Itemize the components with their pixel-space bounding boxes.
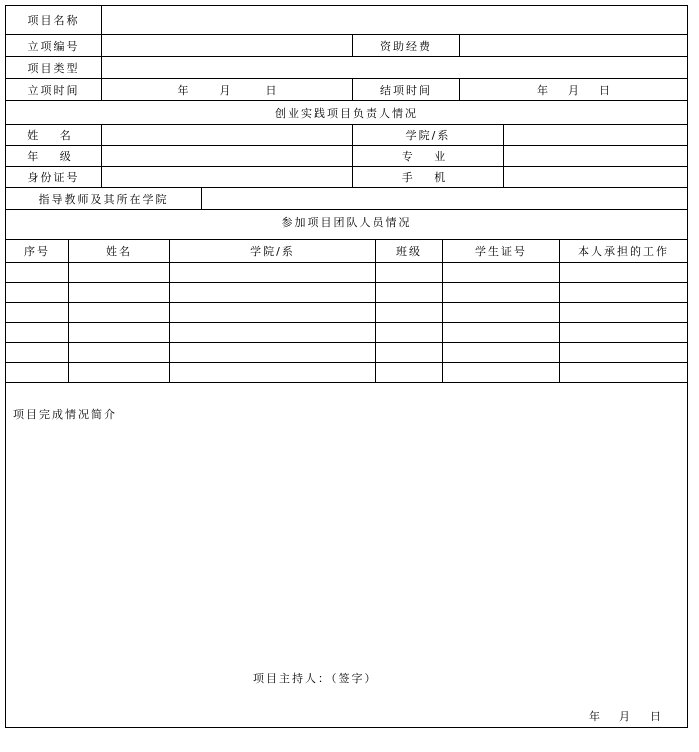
team-table-cell[interactable] [560,323,687,343]
leader-name-field[interactable] [102,125,353,146]
end-time-field[interactable]: 年 月 日 [460,79,687,101]
leader-college-label: 学院/系 [353,125,504,146]
advisor-label: 指导教师及其所在学院 [6,188,202,210]
team-section-title: 参加项目团队人员情况 [6,210,687,240]
leader-major-field[interactable] [504,146,687,167]
team-table-cell[interactable] [69,343,170,363]
team-table-cell[interactable] [560,283,687,303]
team-table-cell[interactable] [69,323,170,343]
funding-field[interactable] [460,35,687,57]
team-table-cell[interactable] [376,303,443,323]
team-table-cell[interactable] [6,343,69,363]
team-header-work: 本人承担的工作 [560,240,687,263]
team-table-cell[interactable] [6,323,69,343]
team-table-cell[interactable] [376,343,443,363]
project-completion-form [5,5,688,728]
team-table-cell[interactable] [376,363,443,383]
leader-phone-field[interactable] [504,167,687,188]
host-signature-label: 项目主持人：（签字） [253,672,378,685]
team-table-cell[interactable] [443,343,560,363]
team-table-cell[interactable] [443,363,560,383]
team-header-index: 序号 [6,240,69,263]
team-table-cell[interactable] [443,323,560,343]
funding-label: 资助经费 [353,35,460,57]
start-time-label: 立项时间 [6,79,102,101]
team-header-college: 学院/系 [170,240,376,263]
advisor-field[interactable] [202,188,687,210]
project-name-label: 项目名称 [6,6,102,35]
team-table-cell[interactable] [170,283,376,303]
team-header-class: 班级 [376,240,443,263]
team-table-cell[interactable] [6,363,69,383]
leader-grade-field[interactable] [102,146,353,167]
leader-college-field[interactable] [504,125,687,146]
team-header-name: 姓名 [69,240,170,263]
team-table-cell[interactable] [170,263,376,283]
project-number-label: 立项编号 [6,35,102,57]
leader-section-title: 创业实践项目负责人情况 [6,101,687,125]
team-table-cell[interactable] [376,263,443,283]
end-time-label: 结项时间 [353,79,460,101]
team-table-cell[interactable] [560,363,687,383]
team-table-cell[interactable] [170,363,376,383]
team-table-cell[interactable] [69,303,170,323]
team-table-cell[interactable] [6,303,69,323]
project-number-field[interactable] [102,35,353,57]
team-table-cell[interactable] [6,283,69,303]
team-table-cell[interactable] [69,363,170,383]
project-name-field[interactable] [102,6,687,35]
team-table-cell[interactable] [170,303,376,323]
team-table-cell[interactable] [560,343,687,363]
team-table-cell[interactable] [6,263,69,283]
team-table-cell[interactable] [560,263,687,283]
leader-id-label: 身份证号 [6,167,102,188]
team-table-cell[interactable] [69,263,170,283]
summary-area[interactable] [6,384,687,727]
start-time-field[interactable]: 年 月 日 [102,79,353,101]
leader-id-field[interactable] [102,167,353,188]
project-type-field[interactable] [102,57,687,79]
team-table-cell[interactable] [443,263,560,283]
project-type-label: 项目类型 [6,57,102,79]
team-table-cell[interactable] [560,303,687,323]
team-table-cell[interactable] [376,283,443,303]
summary-label: 项目完成情况简介 [13,408,117,421]
team-table-cell[interactable] [443,303,560,323]
leader-major-label: 专 业 [353,146,504,167]
leader-grade-label: 年 级 [6,146,102,167]
team-header-student-id: 学生证号 [443,240,560,263]
leader-phone-label: 手 机 [353,167,504,188]
summary-date[interactable]: 年 月 日 [589,710,661,723]
team-table-cell[interactable] [170,323,376,343]
leader-name-label: 姓 名 [6,125,102,146]
team-table-cell[interactable] [376,323,443,343]
team-table-cell[interactable] [443,283,560,303]
team-table-cell[interactable] [170,343,376,363]
team-table-cell[interactable] [69,283,170,303]
